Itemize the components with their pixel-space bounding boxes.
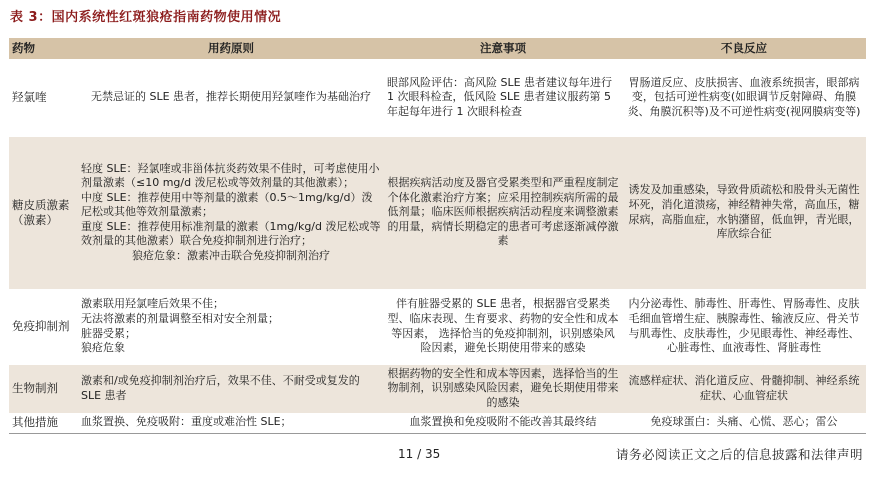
table-row [9, 365, 866, 413]
principle-line: 狼疮危象：激素冲击联合免疫抑制剂治疗 [132, 249, 330, 263]
principle-line: 脏器受累； [81, 326, 136, 340]
disclaimer-text: 请务必阅读正文之后的信息披露和法律声明 [615, 447, 863, 462]
page-number: 11 / 35 [398, 447, 441, 461]
principle-line: 重度 SLE：推荐使用标准剂量的激素（1mg/kg/d 泼尼松或等效剂量的其他激素）联合免疫抑制剂进行治疗； [81, 219, 381, 248]
table-row [9, 59, 866, 137]
drug-cell: 其他措施 [9, 413, 78, 434]
header-caution: 注意事项 [384, 38, 622, 59]
principle-cell [78, 289, 384, 365]
caution-cell: 根据疾病活动度及器官受累类型和严重程度制定个体化激素治疗方案；应采用控制疾病所需的最低剂量；临床医师根据疾病活动程度来调整激素的用量，病情长期稳定的患者可考虑逐渐减停激素 [384, 137, 622, 289]
caution-cell: 血浆置换和免疫吸附不能改善其最终结 [384, 413, 622, 434]
table-header-row [9, 38, 866, 59]
drug-cell: 免疫抑制剂 [12, 319, 70, 334]
adverse-cell: 免疫球蛋白：头痛、心慌、恶心；雷公 [622, 413, 866, 434]
caution-cell: 眼部风险评估：高风险 SLE 患者建议每年进行 1 次眼科检查，低风险 SLE 患者建议服药第 5 年起每年进行 1 次眼科检查 [387, 75, 613, 118]
header-adverse: 不良反应 [622, 38, 866, 59]
principle-cell: 激素和/或免疫抑制剂治疗后，效果不佳、不耐受或复发的 SLE 患者 [78, 365, 384, 413]
header-principle: 用药原则 [78, 38, 384, 59]
principle-line: 中度 SLE：推荐使用中等剂量的激素（0.5～1mg/kg/d）泼尼松或其他等效剂量激素； [81, 190, 373, 219]
caution-cell: 根据药物的安全性和成本等因素，选择恰当的生物制剂，识别感染风险因素，避免长期使用带来的感染 [384, 365, 622, 413]
principle-line: 轻度 SLE：羟氯喹或非甾体抗炎药效果不佳时，可考虑使用小剂量激素（≤10 mg/d 泼尼松或等效剂量的其他激素）； [81, 161, 380, 190]
adverse-cell: 内分泌毒性、肺毒性、肝毒性、胃肠毒性、皮肤毛细血管增生症、胰腺毒性、输液反应、骨关节与肌毒性、皮肤毒性，少见眼毒性、神经毒性、心脏毒性、血液毒性、肾脏毒性 [628, 297, 860, 355]
drug-cell: 生物制剂 [9, 365, 78, 413]
adverse-cell: 胃肠道反应、皮肤损害、血液系统损害，眼部病变，包括可逆性病变(如眼调节反射障碍、角膜炎、角膜沉积等)及不可逆性病变(视网膜病变等) [627, 75, 861, 118]
drug-table [9, 38, 866, 434]
principle-line: 激素联用羟氯喹后效果不佳； [81, 297, 224, 311]
principle-line: 无法将激素的剂量调整至相对安全剂量； [81, 312, 279, 325]
principle-cell: 无禁忌证的 SLE 患者，推荐长期使用羟氯喹作为基础治疗 [90, 90, 372, 104]
principle-cell [78, 137, 384, 289]
principle-cell: 血浆置换、免疫吸附：重度或难治性 SLE； [78, 413, 384, 434]
table-row [9, 413, 866, 434]
table-title: 表 3：国内系统性红斑狼疮指南药物使用情况 [10, 10, 282, 25]
table-row [9, 137, 866, 289]
principle-line: 狼疮危象 [81, 341, 125, 355]
adverse-cell: 流感样症状、消化道反应、骨髓抑制、神经系统症状、心血管症状 [622, 365, 866, 413]
drug-cell: 糖皮质激素（激素） [9, 137, 78, 289]
caution-cell: 伴有脏器受累的 SLE 患者，根据器官受累类型、临床表现、生育要求、药物的安全性和成本等因素， 选择恰当的免疫抑制剂，识别感染风险因素，避免长期使用带来的感染 [387, 297, 619, 355]
drug-cell: 羟氯喹 [12, 90, 47, 105]
header-drug: 药物 [9, 38, 78, 59]
adverse-cell: 诱发及加重感染，导致骨质疏松和股骨头无菌性坏死，消化道溃疡，神经精神失常，高血压，糖尿病，高脂血症，水钠潴留，低血钾，青光眼，库欣综合征 [622, 137, 866, 289]
table-row [9, 289, 866, 365]
